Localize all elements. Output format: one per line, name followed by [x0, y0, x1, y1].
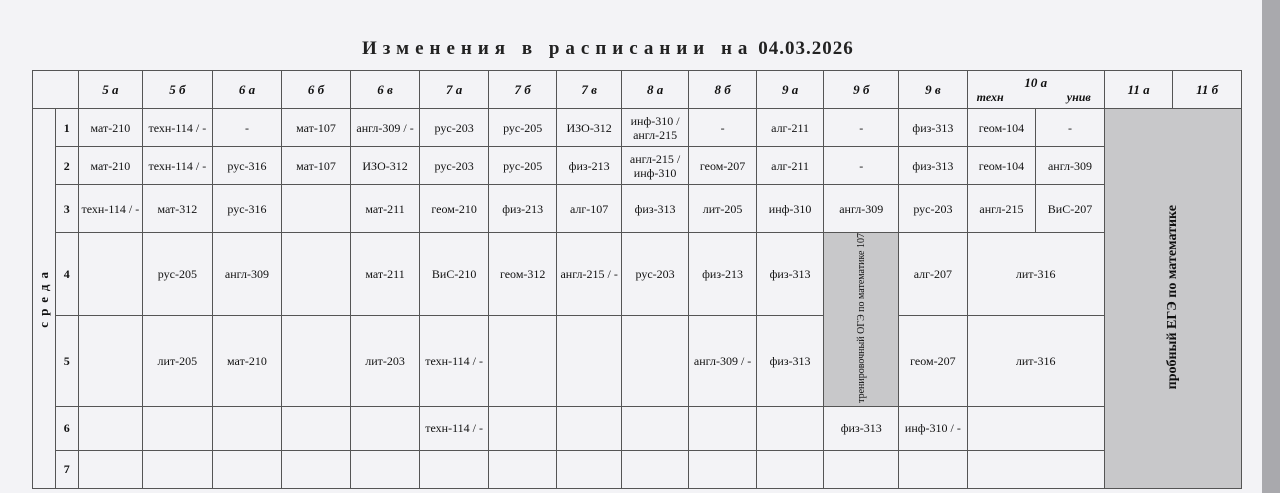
- lesson-cell: англ-309: [1036, 147, 1105, 185]
- lesson-cell: [212, 450, 282, 488]
- class-header: 9 в: [899, 71, 968, 109]
- class-header: 9 а: [756, 71, 824, 109]
- lesson-cell: англ-309 / -: [350, 109, 420, 147]
- lesson-cell: инф-310 / -: [899, 406, 968, 450]
- lesson-row: [33, 147, 1242, 185]
- lesson-number: 7: [55, 450, 78, 488]
- lesson-cell: [967, 450, 1104, 488]
- lesson-cell: -: [1036, 109, 1105, 147]
- lesson-cell: геом-207: [689, 147, 757, 185]
- class-header: 6 а: [212, 71, 282, 109]
- lesson-cell: англ-309: [824, 185, 899, 233]
- lesson-cell: [78, 406, 142, 450]
- lesson-cell: рус-205: [143, 233, 213, 316]
- lesson-cell: англ-215: [967, 185, 1036, 233]
- lesson-number: 5: [55, 316, 78, 407]
- page-title: [362, 38, 922, 60]
- class-header: 5 а: [78, 71, 142, 109]
- lesson-cell: техн-114 / -: [78, 185, 142, 233]
- lesson-cell: лит-205: [689, 185, 757, 233]
- lesson-number: 3: [55, 185, 78, 233]
- lesson-cell: алг-107: [557, 185, 621, 233]
- lesson-cell: [621, 406, 689, 450]
- lesson-number: 2: [55, 147, 78, 185]
- lesson-cell: [282, 185, 351, 233]
- class-header: 6 в: [350, 71, 420, 109]
- lesson-cell: [282, 406, 351, 450]
- lesson-cell: алг-211: [756, 147, 824, 185]
- lesson-cell: физ-313: [899, 109, 968, 147]
- lesson-cell: англ-215 / инф-310: [621, 147, 689, 185]
- lesson-cell: мат-210: [212, 316, 282, 407]
- lesson-cell: рус-316: [212, 147, 282, 185]
- header-row: [33, 71, 1242, 109]
- lesson-cell: алг-211: [756, 109, 824, 147]
- class-header: 7 б: [488, 71, 557, 109]
- lesson-cell: физ-213: [689, 233, 757, 316]
- lesson-cell: геом-207: [899, 316, 968, 407]
- lesson-cell: [78, 316, 142, 407]
- lesson-cell: [557, 406, 621, 450]
- lesson-number: 1: [55, 109, 78, 147]
- class-10a-subgroups: [969, 90, 1103, 104]
- class-header: 6 б: [282, 71, 351, 109]
- lesson-cell: техн-114 / -: [420, 406, 489, 450]
- ege-trial-cell: [1104, 109, 1241, 489]
- lesson-cell: геом-104: [967, 109, 1036, 147]
- lesson-cell: техн-114 / -: [143, 147, 213, 185]
- lesson-cell: мат-211: [350, 185, 420, 233]
- lesson-cell: физ-313: [824, 406, 899, 450]
- lesson-cell: геом-210: [420, 185, 489, 233]
- lesson-cell: -: [824, 109, 899, 147]
- class-10a-label: 10 а: [1024, 74, 1048, 90]
- class-header: 5 б: [143, 71, 213, 109]
- lesson-cell: [282, 316, 351, 407]
- lesson-cell: ВиС-207: [1036, 185, 1105, 233]
- lesson-cell: [557, 316, 621, 407]
- lesson-cell: англ-309 / -: [689, 316, 757, 407]
- lesson-cell: ВиС-210: [420, 233, 489, 316]
- lesson-row: [33, 109, 1242, 147]
- class-header: 11 а: [1104, 71, 1173, 109]
- lesson-cell: лит-316: [967, 233, 1104, 316]
- lesson-cell: лит-316: [967, 316, 1104, 407]
- lesson-cell: [621, 450, 689, 488]
- lesson-cell: рус-205: [488, 109, 557, 147]
- day-label: среда: [35, 266, 51, 328]
- lesson-number: 6: [55, 406, 78, 450]
- class-header: 8 а: [621, 71, 689, 109]
- lesson-cell: [756, 450, 824, 488]
- lesson-cell: [557, 450, 621, 488]
- lesson-cell: физ-313: [621, 185, 689, 233]
- lesson-cell: -: [689, 109, 757, 147]
- lesson-cell: рус-203: [420, 109, 489, 147]
- lesson-cell: [488, 450, 557, 488]
- lesson-cell: [350, 406, 420, 450]
- lesson-cell: физ-313: [756, 316, 824, 407]
- lesson-cell: рус-205: [488, 147, 557, 185]
- lesson-cell: алг-207: [899, 233, 968, 316]
- lesson-cell: геом-312: [488, 233, 557, 316]
- lesson-cell: [488, 316, 557, 407]
- corner-cell: [33, 71, 79, 109]
- lesson-cell: англ-215 / -: [557, 233, 621, 316]
- lesson-cell: рус-203: [899, 185, 968, 233]
- lesson-cell: техн-114 / -: [420, 316, 489, 407]
- lesson-cell: [689, 406, 757, 450]
- subgroup-label: унив: [1066, 89, 1091, 104]
- lesson-row: [33, 233, 1242, 316]
- lesson-cell: [420, 450, 489, 488]
- title-date: 04.03.2026: [758, 38, 854, 59]
- class-header: 9 б: [824, 71, 899, 109]
- lesson-cell: геом-104: [967, 147, 1036, 185]
- class-header: 7 в: [557, 71, 621, 109]
- subgroup-label: техн: [976, 89, 1004, 104]
- lesson-cell: физ-313: [899, 147, 968, 185]
- lesson-cell: [824, 450, 899, 488]
- lesson-cell: [967, 406, 1104, 450]
- lesson-cell: [899, 450, 968, 488]
- title-words: Изменения в расписании на: [362, 38, 754, 59]
- lesson-cell: рус-203: [420, 147, 489, 185]
- class-header: 11 б: [1173, 71, 1242, 109]
- lesson-cell: англ-309: [212, 233, 282, 316]
- lesson-cell: [621, 316, 689, 407]
- lesson-number: 4: [55, 233, 78, 316]
- lesson-cell: инф-310: [756, 185, 824, 233]
- lesson-cell: физ-313: [756, 233, 824, 316]
- oge-trial-cell: [824, 233, 899, 407]
- lesson-cell: [488, 406, 557, 450]
- lesson-cell: ИЗО-312: [557, 109, 621, 147]
- lesson-cell: [143, 406, 213, 450]
- lesson-cell: ИЗО-312: [350, 147, 420, 185]
- class-header: 7 а: [420, 71, 489, 109]
- schedule-table: [32, 70, 1242, 489]
- lesson-cell: мат-107: [282, 109, 351, 147]
- lesson-cell: физ-213: [557, 147, 621, 185]
- lesson-cell: мат-211: [350, 233, 420, 316]
- lesson-cell: [350, 450, 420, 488]
- lesson-cell: техн-114 / -: [143, 109, 213, 147]
- lesson-cell: мат-312: [143, 185, 213, 233]
- lesson-cell: мат-210: [78, 109, 142, 147]
- lesson-row: [33, 406, 1242, 450]
- lesson-cell: [756, 406, 824, 450]
- lesson-cell: [143, 450, 213, 488]
- ege-trial-label: пробный ЕГЭ по математике: [1165, 204, 1181, 390]
- lesson-cell: [212, 406, 282, 450]
- lesson-row: [33, 316, 1242, 407]
- lesson-cell: лит-205: [143, 316, 213, 407]
- lesson-cell: рус-316: [212, 185, 282, 233]
- lesson-cell: [282, 450, 351, 488]
- lesson-cell: рус-203: [621, 233, 689, 316]
- lesson-cell: [689, 450, 757, 488]
- lesson-cell: [78, 450, 142, 488]
- class-header-10a: [967, 71, 1104, 109]
- lesson-cell: мат-210: [78, 147, 142, 185]
- lesson-row: [33, 185, 1242, 233]
- lesson-cell: физ-213: [488, 185, 557, 233]
- lesson-cell: мат-107: [282, 147, 351, 185]
- day-cell: [33, 109, 56, 489]
- lesson-cell: инф-310 / англ-215: [621, 109, 689, 147]
- lesson-cell: [282, 233, 351, 316]
- lesson-row: [33, 450, 1242, 488]
- class-header: 8 б: [689, 71, 757, 109]
- lesson-cell: -: [824, 147, 899, 185]
- lesson-cell: -: [212, 109, 282, 147]
- oge-trial-label: тренировочный ОГЭ по математике 107: [855, 233, 867, 403]
- lesson-cell: лит-203: [350, 316, 420, 407]
- lesson-cell: [78, 233, 142, 316]
